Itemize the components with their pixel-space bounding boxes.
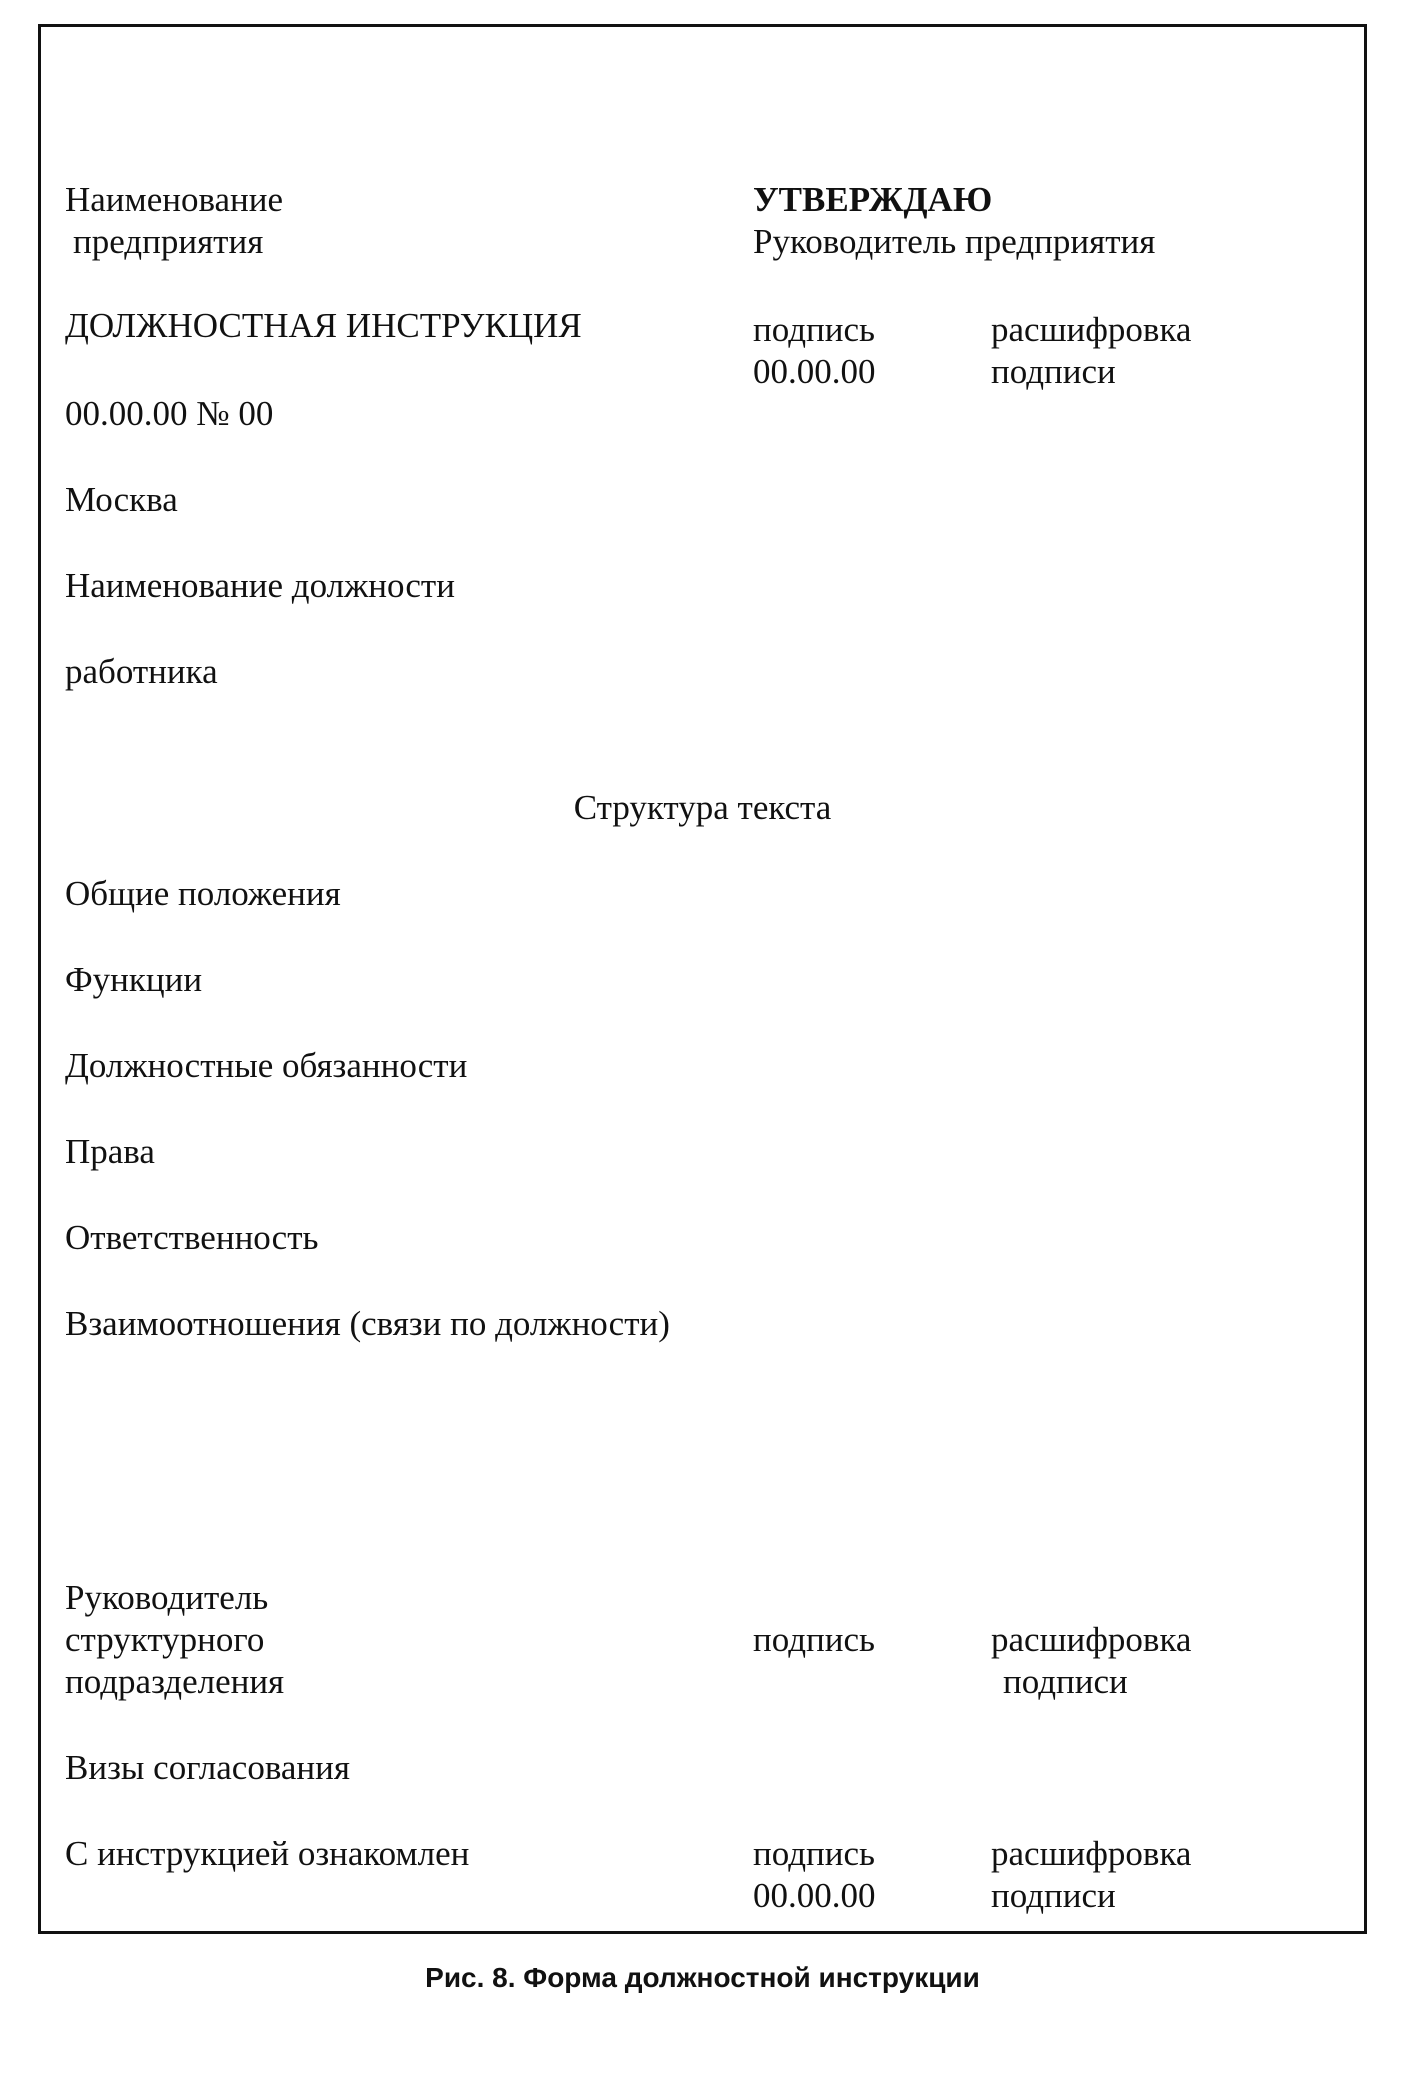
- approver-decode-line2: подписи: [991, 352, 1116, 391]
- org-name-line1: Наименование: [65, 180, 284, 219]
- dept-head-line3: подразделения: [65, 1662, 285, 1701]
- structure-item: Должностные обязанности: [65, 1046, 468, 1085]
- figure-caption: Рис. 8. Форма должностной инструкции: [425, 1962, 980, 1993]
- city: Москва: [65, 480, 178, 519]
- approver-role: Руководитель предприятия: [753, 222, 1156, 261]
- approver-sign-label: подпись: [753, 310, 875, 349]
- document-form-frame: [38, 24, 1367, 1934]
- dept-head-sign-label: подпись: [753, 1620, 875, 1659]
- acquainted-sign-date: 00.00.00: [753, 1876, 876, 1915]
- position-name-line1: Наименование должности: [65, 566, 455, 605]
- dept-head-decode-line1: расшифровка: [991, 1620, 1192, 1659]
- approver-decode-line1: расшифровка: [991, 310, 1192, 349]
- position-name-line2: работника: [65, 652, 218, 691]
- structure-item: Права: [65, 1132, 155, 1171]
- dept-head-decode-line2: подписи: [1003, 1662, 1128, 1701]
- doc-title: ДОЛЖНОСТНАЯ ИНСТРУКЦИЯ: [65, 306, 582, 345]
- structure-item: Общие положения: [65, 874, 341, 913]
- acquainted-label: С инструкцией ознакомлен: [65, 1834, 470, 1873]
- structure-item: Функции: [65, 960, 203, 999]
- approval-visas: Визы согласования: [65, 1748, 350, 1787]
- structure-item: Ответственность: [65, 1218, 319, 1257]
- dept-head-line2: структурного: [65, 1620, 265, 1659]
- acquainted-sign-label: подпись: [753, 1834, 875, 1873]
- doc-date-number: 00.00.00 № 00: [65, 394, 274, 433]
- structure-title: Структура текста: [573, 788, 832, 827]
- dept-head-line1: Руководитель: [65, 1578, 269, 1617]
- approve-title: УТВЕРЖДАЮ: [753, 180, 993, 219]
- org-name-line2: предприятия: [73, 222, 264, 261]
- structure-item: Взаимоотношения (связи по должности): [65, 1304, 670, 1343]
- acquainted-decode-line1: расшифровка: [991, 1834, 1192, 1873]
- acquainted-decode-line2: подписи: [991, 1876, 1116, 1915]
- approver-sign-date: 00.00.00: [753, 352, 876, 391]
